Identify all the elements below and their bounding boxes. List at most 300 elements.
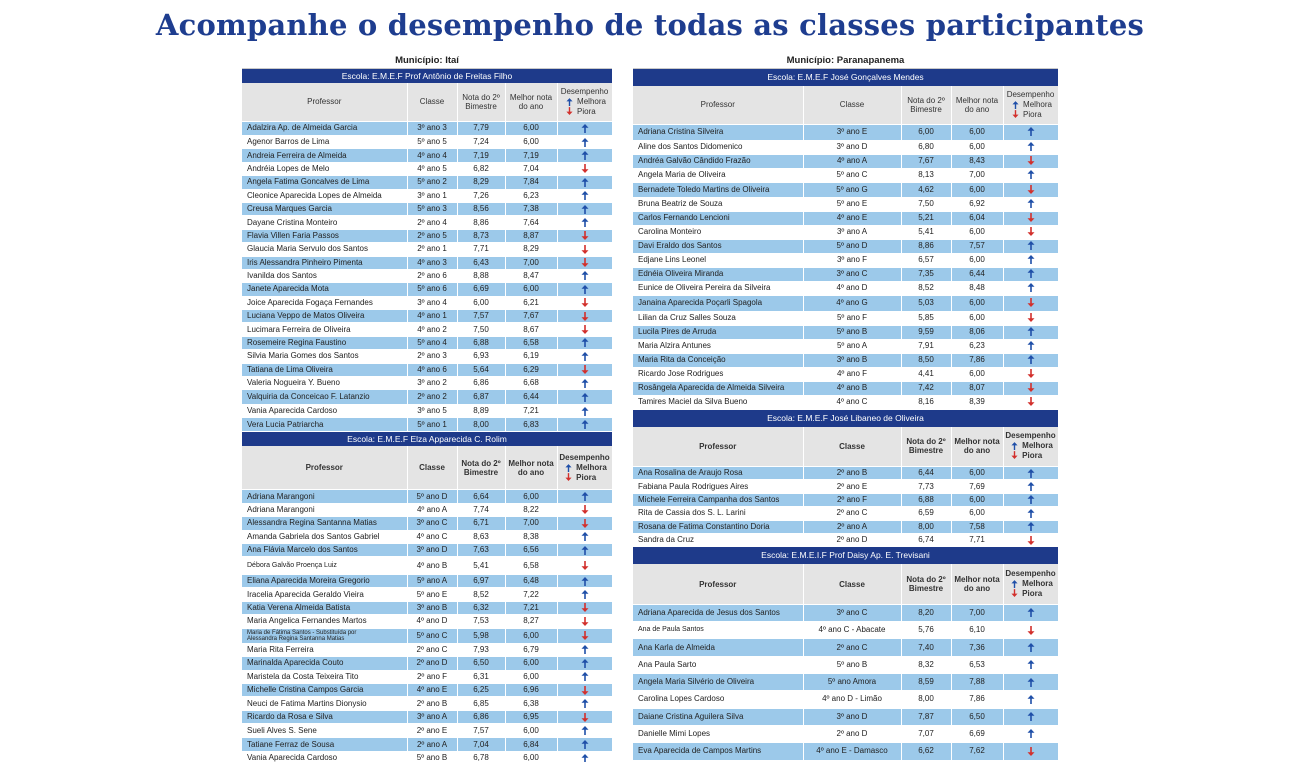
professor-cell bbox=[242, 724, 407, 737]
professor-name: Ana de Paula Santos bbox=[638, 626, 704, 634]
melhora-label: Melhora bbox=[576, 462, 607, 472]
nota-cell: 8,29 bbox=[457, 176, 505, 189]
professor-name: Angela Maria de Oliveira bbox=[638, 170, 726, 179]
professor-cell bbox=[633, 267, 803, 281]
arrow-down-icon bbox=[1027, 397, 1035, 406]
professor-name: Lilian da Cruz Salles Souza bbox=[638, 313, 736, 322]
classe-cell: 2º ano C bbox=[803, 507, 901, 520]
piora-label: Piora bbox=[1023, 109, 1042, 119]
professor-cell bbox=[633, 507, 803, 520]
nota-cell: 7,93 bbox=[457, 643, 505, 656]
melhor-nota-cell: 6,21 bbox=[505, 296, 557, 309]
melhor-nota-cell: 8,07 bbox=[951, 381, 1003, 395]
melhor-nota-cell: 6,19 bbox=[505, 350, 557, 363]
desempenho-cell bbox=[1003, 239, 1058, 253]
arrow-up-icon bbox=[581, 754, 589, 762]
classe-cell: 5º ano 1 bbox=[407, 418, 457, 432]
arrow-up-icon bbox=[1027, 142, 1035, 151]
professor-name: Marinalda Aparecida Couto bbox=[247, 658, 344, 668]
arrow-up-icon bbox=[581, 546, 589, 555]
table-row bbox=[633, 493, 1058, 506]
desempenho-cell bbox=[1003, 533, 1058, 546]
professor-name: Sandra da Cruz bbox=[638, 535, 695, 545]
desempenho-cell bbox=[1003, 639, 1058, 656]
table-row bbox=[633, 311, 1058, 325]
arrow-up-icon bbox=[581, 191, 589, 200]
desempenho-cell bbox=[557, 310, 612, 323]
professor-cell bbox=[633, 725, 803, 742]
professor-cell bbox=[242, 283, 407, 296]
classe-cell: 4º ano E bbox=[407, 684, 457, 697]
col-header-nota: Nota do 2º Bimestre bbox=[901, 86, 951, 124]
professor-name: Angela Maria Silvério de Oliveira bbox=[638, 677, 755, 687]
table-row bbox=[633, 124, 1058, 140]
classe-cell: 3º ano E bbox=[803, 124, 901, 140]
desempenho-cell bbox=[1003, 674, 1058, 691]
classe-cell: 4º ano B bbox=[803, 381, 901, 395]
arrow-up-icon bbox=[581, 407, 589, 416]
school-table bbox=[633, 427, 1059, 548]
professor-name: Edjane Lins Leonel bbox=[638, 255, 707, 264]
arrow-down-icon bbox=[1027, 298, 1035, 307]
professor-name: Eliana Aparecida Moreira Gregorio bbox=[247, 576, 370, 586]
melhor-nota-cell: 6,83 bbox=[505, 418, 557, 432]
professor-cell bbox=[633, 622, 803, 639]
school-name-bar: Escola: E.M.E.F Elza Apparecida C. Rolim bbox=[242, 432, 612, 446]
professor-name: Andréa Galvão Cândido Frazão bbox=[638, 156, 751, 165]
professor-name: Danielle Mimi Lopes bbox=[638, 729, 711, 739]
page-headline: Acompanhe o desempenho de todas as classes participantes bbox=[155, 8, 1145, 42]
melhor-nota-cell: 6,00 bbox=[951, 311, 1003, 325]
professor-cell bbox=[633, 533, 803, 546]
arrow-down-icon bbox=[1027, 747, 1035, 756]
table-row bbox=[242, 697, 612, 710]
school-table bbox=[633, 86, 1059, 410]
melhor-nota-cell: 6,38 bbox=[505, 697, 557, 710]
nota-cell: 7,63 bbox=[457, 544, 505, 557]
classe-cell: 4º ano 5 bbox=[407, 162, 457, 175]
nota-cell: 6,93 bbox=[457, 350, 505, 363]
table-row bbox=[633, 367, 1058, 381]
melhor-nota-cell: 6,95 bbox=[505, 710, 557, 723]
professor-name: Vania Aparecida Cardoso bbox=[247, 753, 338, 762]
melhor-nota-cell: 7,69 bbox=[951, 480, 1003, 493]
nota-cell: 6,50 bbox=[457, 657, 505, 670]
professor-cell bbox=[242, 256, 407, 269]
professor-name: Vera Lucia Patriarcha bbox=[247, 419, 324, 429]
desempenho-cell bbox=[557, 404, 612, 417]
table-row bbox=[633, 381, 1058, 395]
nota-cell: 7,87 bbox=[901, 708, 951, 725]
piora-label: Piora bbox=[1022, 589, 1043, 599]
classe-cell: 5º ano A bbox=[407, 574, 457, 587]
desempenho-cell bbox=[557, 350, 612, 363]
professor-cell bbox=[242, 737, 407, 752]
professor-cell bbox=[242, 136, 407, 149]
professor-cell bbox=[633, 367, 803, 381]
classe-cell: 3º ano C bbox=[407, 517, 457, 530]
nota-cell: 6,57 bbox=[901, 253, 951, 267]
professor-name: Maristela da Costa Teixeira Tito bbox=[247, 671, 359, 681]
arrow-up-icon bbox=[581, 659, 589, 668]
professor-name: Alessandra Regina Santanna Matias bbox=[247, 518, 377, 528]
arrow-down-icon bbox=[1027, 369, 1035, 378]
classe-cell: 4º ano D bbox=[407, 615, 457, 628]
table-row bbox=[242, 229, 612, 242]
table-row bbox=[242, 601, 612, 614]
professor-cell bbox=[242, 189, 407, 202]
classe-cell: 4º ano E - Damasco bbox=[803, 743, 901, 760]
melhor-nota-cell: 7,64 bbox=[505, 216, 557, 229]
table-row bbox=[633, 197, 1058, 211]
arrow-up-icon bbox=[1027, 170, 1035, 179]
table-row bbox=[242, 136, 612, 149]
professor-name: Creusa Marques Garcia bbox=[247, 204, 332, 214]
professor-cell bbox=[633, 295, 803, 311]
nota-cell: 8,89 bbox=[457, 404, 505, 417]
table-row bbox=[633, 267, 1058, 281]
professor-name: Dayane Cristina Monteiro bbox=[247, 217, 338, 227]
melhor-nota-cell: 6,58 bbox=[505, 336, 557, 349]
classe-cell: 4º ano D - Limão bbox=[803, 691, 901, 708]
col-header-nota: Nota do 2º Bimestre bbox=[457, 83, 505, 121]
nota-cell: 8,63 bbox=[457, 530, 505, 543]
arrow-down-icon bbox=[1027, 313, 1035, 322]
nota-cell: 5,98 bbox=[457, 628, 505, 643]
desempenho-cell bbox=[557, 149, 612, 162]
arrow-down-icon bbox=[581, 686, 589, 695]
desempenho-cell bbox=[557, 557, 612, 575]
table-row bbox=[633, 182, 1058, 197]
melhora-label: Melhora bbox=[577, 96, 606, 106]
melhor-nota-cell: 6,00 bbox=[505, 490, 557, 503]
classe-cell: 3º ano 2 bbox=[407, 377, 457, 390]
nota-cell: 8,32 bbox=[901, 656, 951, 673]
nota-cell: 8,00 bbox=[901, 520, 951, 533]
desempenho-cell bbox=[1003, 520, 1058, 533]
nota-cell: 6,88 bbox=[457, 336, 505, 349]
arrow-up-icon bbox=[581, 205, 589, 214]
classe-cell: 2º ano D bbox=[803, 533, 901, 546]
nota-cell: 8,00 bbox=[901, 691, 951, 708]
classe-cell: 2º ano D bbox=[407, 657, 457, 670]
classe-cell: 4º ano 6 bbox=[407, 363, 457, 376]
nota-cell: 4,41 bbox=[901, 367, 951, 381]
table-row bbox=[242, 296, 612, 309]
nota-cell: 6,87 bbox=[457, 390, 505, 405]
professor-cell bbox=[633, 604, 803, 621]
arrow-up-icon bbox=[581, 645, 589, 654]
professor-name: Daiane Cristina Aguilera Silva bbox=[638, 711, 744, 721]
melhor-nota-cell: 6,50 bbox=[951, 708, 1003, 725]
table-row bbox=[633, 353, 1058, 367]
arrow-down-icon bbox=[581, 164, 589, 173]
classe-cell: 5º ano 6 bbox=[407, 283, 457, 296]
melhor-nota-cell: 6,23 bbox=[951, 339, 1003, 353]
classe-cell: 4º ano A bbox=[407, 503, 457, 516]
arrow-up-icon bbox=[1027, 327, 1035, 336]
school-table bbox=[633, 564, 1059, 760]
nota-cell: 7,04 bbox=[457, 737, 505, 752]
nota-cell: 8,16 bbox=[901, 395, 951, 409]
table-row bbox=[242, 503, 612, 516]
professor-cell bbox=[242, 574, 407, 587]
table-row bbox=[242, 176, 612, 189]
melhor-nota-cell: 7,22 bbox=[505, 588, 557, 601]
table-row bbox=[633, 656, 1058, 673]
classe-cell: 2º ano A bbox=[803, 520, 901, 533]
melhor-nota-cell: 8,47 bbox=[505, 269, 557, 282]
arrow-down-icon bbox=[581, 519, 589, 528]
arrow-up-icon bbox=[1027, 695, 1035, 704]
municipio-title: Município: Paranapanema bbox=[633, 53, 1058, 69]
nota-cell: 8,59 bbox=[901, 674, 951, 691]
professor-cell bbox=[242, 684, 407, 697]
arrow-down-icon bbox=[581, 603, 589, 612]
arrow-up-icon bbox=[581, 532, 589, 541]
table-row bbox=[633, 533, 1058, 546]
arrow-down-icon bbox=[581, 325, 589, 334]
arrow-up-icon bbox=[581, 178, 589, 187]
professor-cell bbox=[633, 674, 803, 691]
arrow-down-icon bbox=[581, 713, 589, 722]
melhor-nota-cell: 8,29 bbox=[505, 243, 557, 256]
arrow-up-icon bbox=[581, 285, 589, 294]
nota-cell: 5,21 bbox=[901, 211, 951, 225]
desempenho-label: Desempenho bbox=[560, 86, 609, 96]
classe-cell: 5º ano D bbox=[407, 490, 457, 503]
professor-cell bbox=[242, 588, 407, 601]
nota-cell: 7,71 bbox=[457, 243, 505, 256]
professor-name: Carolina Monteiro bbox=[638, 227, 702, 236]
professor-cell bbox=[242, 390, 407, 405]
desempenho-label: Desempenho bbox=[1005, 569, 1056, 579]
table-row bbox=[242, 737, 612, 752]
professor-cell bbox=[633, 520, 803, 533]
arrow-up-icon bbox=[1027, 678, 1035, 687]
table-row bbox=[242, 544, 612, 557]
table-row bbox=[633, 520, 1058, 533]
melhor-nota-cell: 6,10 bbox=[951, 622, 1003, 639]
melhor-nota-cell: 6,68 bbox=[505, 377, 557, 390]
table-row bbox=[242, 363, 612, 376]
legend-arrows bbox=[1008, 441, 1020, 460]
melhor-nota-cell: 8,39 bbox=[951, 395, 1003, 409]
col-header-desempenho bbox=[1003, 427, 1058, 467]
professor-name: Silvia Maria Gomes dos Santos bbox=[247, 351, 359, 361]
arrow-down-icon bbox=[1027, 185, 1035, 194]
desempenho-cell bbox=[1003, 211, 1058, 225]
nota-cell: 8,52 bbox=[901, 281, 951, 295]
melhor-nota-cell: 7,00 bbox=[951, 168, 1003, 182]
melhor-nota-cell: 7,00 bbox=[505, 256, 557, 269]
arrow-up-icon bbox=[1027, 495, 1035, 504]
arrow-up-icon bbox=[581, 151, 589, 160]
table-row bbox=[242, 323, 612, 336]
nota-cell: 7,24 bbox=[457, 136, 505, 149]
table-row bbox=[633, 281, 1058, 295]
professor-cell bbox=[242, 557, 407, 575]
table-row bbox=[633, 674, 1058, 691]
nota-cell: 6,97 bbox=[457, 574, 505, 587]
arrow-up-icon bbox=[1027, 522, 1035, 531]
arrow-down-icon bbox=[1027, 383, 1035, 392]
arrow-down-icon bbox=[581, 298, 589, 307]
melhor-nota-cell: 7,00 bbox=[505, 517, 557, 530]
piora-label: Piora bbox=[576, 472, 597, 482]
table-row bbox=[242, 490, 612, 503]
professor-name: Cleonice Aparecida Lopes de Almeida bbox=[247, 190, 382, 200]
desempenho-cell bbox=[1003, 604, 1058, 621]
professor-name: Angela Fatima Goncalves de Lima bbox=[247, 177, 370, 187]
melhor-nota-cell: 7,86 bbox=[951, 353, 1003, 367]
classe-cell: 2º ano C bbox=[407, 643, 457, 656]
nota-cell: 5,41 bbox=[901, 225, 951, 239]
desempenho-cell bbox=[1003, 367, 1058, 381]
melhora-label: Melhora bbox=[1023, 99, 1052, 109]
professor-name: Bruna Beatriz de Souza bbox=[638, 199, 723, 208]
professor-name: Ana Paula Sarto bbox=[638, 659, 697, 669]
nota-cell: 6,71 bbox=[457, 517, 505, 530]
nota-cell: 8,86 bbox=[457, 216, 505, 229]
professor-name: Agenor Barros de Lima bbox=[247, 137, 330, 147]
desempenho-cell bbox=[1003, 708, 1058, 725]
paranapanema-column bbox=[633, 53, 1058, 761]
arrow-up-icon bbox=[581, 590, 589, 599]
arrow-up-icon bbox=[581, 577, 589, 586]
school-table bbox=[242, 446, 613, 762]
professor-name: Tatiane Ferraz de Sousa bbox=[247, 739, 335, 749]
desempenho-cell bbox=[557, 176, 612, 189]
melhor-nota-cell: 7,04 bbox=[505, 162, 557, 175]
professor-cell bbox=[242, 404, 407, 417]
classe-cell: 3º ano 1 bbox=[407, 189, 457, 202]
classe-cell: 2º ano C bbox=[803, 639, 901, 656]
arrow-down-icon bbox=[581, 365, 589, 374]
desempenho-cell bbox=[557, 256, 612, 269]
professor-name: Rosemeire Regina Faustino bbox=[247, 338, 347, 348]
classe-cell: 5º ano B bbox=[803, 325, 901, 339]
table-row bbox=[633, 743, 1058, 760]
melhor-nota-cell: 8,87 bbox=[505, 229, 557, 242]
professor-cell bbox=[633, 353, 803, 367]
professor-cell bbox=[242, 710, 407, 723]
arrow-down-icon bbox=[1027, 213, 1035, 222]
classe-cell: 2º ano F bbox=[803, 493, 901, 506]
professor-name: Maria Angelica Fernandes Martos bbox=[247, 616, 367, 626]
professor-cell bbox=[242, 657, 407, 670]
professor-name: Michele Ferreira Campanha dos Santos bbox=[638, 494, 780, 504]
professor-cell bbox=[633, 325, 803, 339]
professor-cell bbox=[633, 395, 803, 409]
arrow-up-icon bbox=[581, 379, 589, 388]
table-row bbox=[242, 670, 612, 683]
professor-cell bbox=[633, 239, 803, 253]
col-header-desempenho bbox=[557, 83, 612, 121]
melhor-nota-cell: 6,00 bbox=[951, 493, 1003, 506]
nota-cell: 5,41 bbox=[457, 557, 505, 575]
professor-cell bbox=[242, 149, 407, 162]
professor-cell bbox=[242, 628, 407, 643]
arrow-up-icon bbox=[1027, 469, 1035, 478]
desempenho-cell bbox=[557, 752, 612, 762]
professor-cell bbox=[242, 229, 407, 242]
desempenho-cell bbox=[1003, 253, 1058, 267]
melhor-nota-cell: 6,00 bbox=[951, 295, 1003, 311]
nota-cell: 5,03 bbox=[901, 295, 951, 311]
table-row bbox=[633, 154, 1058, 168]
table-row bbox=[242, 752, 612, 762]
arrow-down-icon bbox=[581, 258, 589, 267]
table-row bbox=[242, 710, 612, 723]
professor-cell bbox=[242, 503, 407, 516]
professor-name: Eva Aparecida de Campos Martins bbox=[638, 746, 762, 756]
nota-cell: 7,50 bbox=[901, 197, 951, 211]
desempenho-cell bbox=[557, 517, 612, 530]
substitute-note: Alessandra Regina Santanna Matias bbox=[247, 635, 345, 642]
table-row bbox=[242, 189, 612, 202]
nota-cell: 6,43 bbox=[457, 256, 505, 269]
classe-cell: 5º ano D bbox=[803, 239, 901, 253]
melhor-nota-cell: 7,67 bbox=[505, 310, 557, 323]
nota-cell: 7,50 bbox=[457, 323, 505, 336]
professor-name: Luciana Veppo de Matos Oliveira bbox=[247, 311, 365, 321]
desempenho-cell bbox=[557, 615, 612, 628]
professor-cell bbox=[633, 124, 803, 140]
nota-cell: 7,07 bbox=[901, 725, 951, 742]
desempenho-cell bbox=[557, 657, 612, 670]
professor-name: Maria de Fátima Santos - Substituída por bbox=[247, 629, 357, 636]
arrow-up-icon bbox=[1027, 255, 1035, 264]
desempenho-cell bbox=[557, 588, 612, 601]
professor-cell bbox=[242, 176, 407, 189]
table-row bbox=[242, 657, 612, 670]
professor-cell bbox=[633, 493, 803, 506]
table-row bbox=[633, 708, 1058, 725]
table-row bbox=[242, 162, 612, 175]
arrow-up-icon bbox=[581, 699, 589, 708]
classe-cell: 5º ano 5 bbox=[407, 136, 457, 149]
melhor-nota-cell: 7,58 bbox=[951, 520, 1003, 533]
nota-cell: 8,13 bbox=[901, 168, 951, 182]
col-header-desempenho bbox=[1003, 86, 1058, 124]
nota-cell: 7,79 bbox=[457, 121, 505, 136]
desempenho-cell bbox=[557, 269, 612, 282]
classe-cell: 5º ano C bbox=[803, 168, 901, 182]
melhor-nota-cell: 8,22 bbox=[505, 503, 557, 516]
professor-name: Lucimara Ferreira de Oliveira bbox=[247, 324, 351, 334]
arrow-down-icon bbox=[581, 245, 589, 254]
arrow-up-icon bbox=[1027, 269, 1035, 278]
table-row bbox=[242, 574, 612, 587]
classe-cell: 3º ano A bbox=[407, 710, 457, 723]
professor-name: Carolina Lopes Cardoso bbox=[638, 694, 725, 704]
desempenho-cell bbox=[557, 710, 612, 723]
professor-name: Adriana Cristina Silveira bbox=[638, 127, 724, 136]
table-row bbox=[242, 377, 612, 390]
desempenho-cell bbox=[557, 628, 612, 643]
desempenho-cell bbox=[557, 189, 612, 202]
professor-cell bbox=[242, 490, 407, 503]
professor-name: Ivanilda dos Santos bbox=[247, 271, 317, 281]
classe-cell: 4º ano 3 bbox=[407, 256, 457, 269]
professor-name: Rosana de Fatima Constantino Doria bbox=[638, 521, 770, 531]
desempenho-cell bbox=[1003, 656, 1058, 673]
professor-name: Adalzira Ap. de Almeida Garcia bbox=[247, 123, 358, 133]
melhor-nota-cell: 6,04 bbox=[951, 211, 1003, 225]
col-header-professor: Professor bbox=[242, 446, 407, 490]
nota-cell: 6,64 bbox=[457, 490, 505, 503]
